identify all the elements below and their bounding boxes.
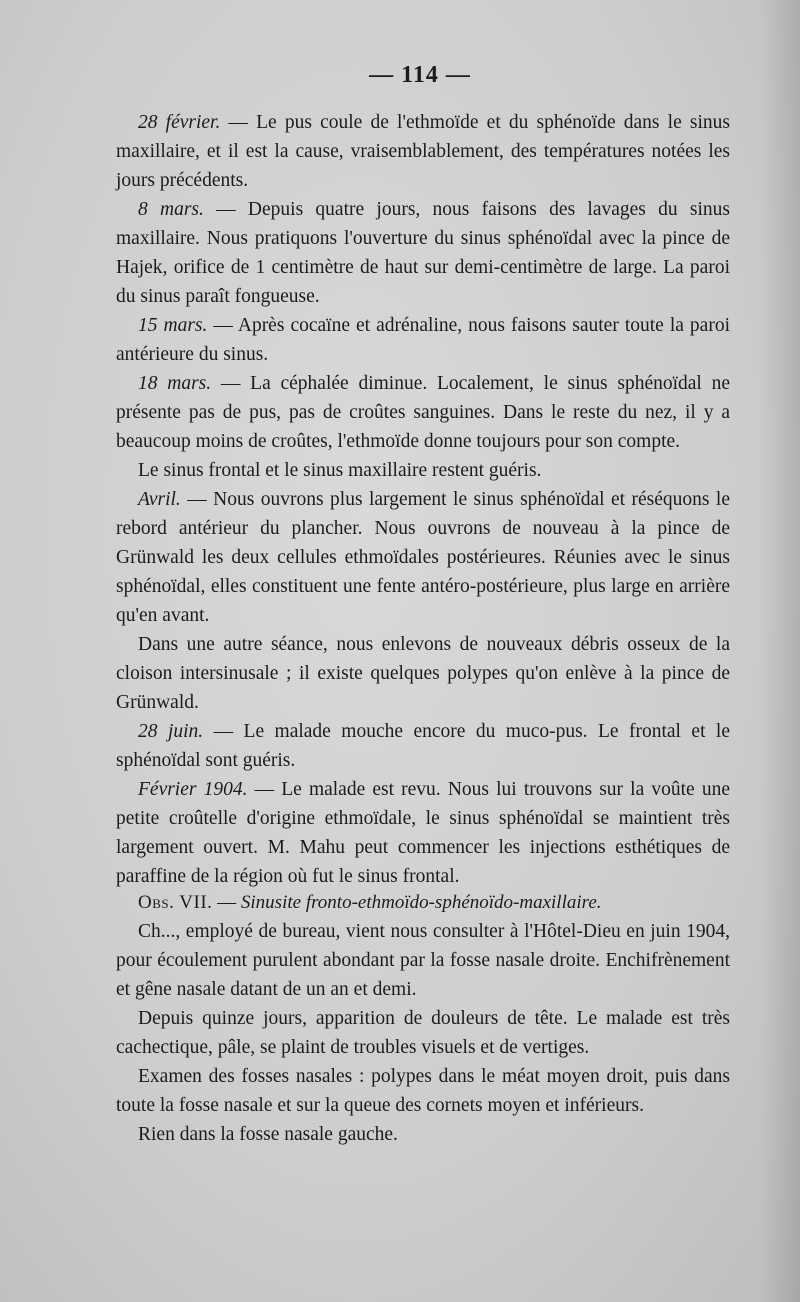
paragraph-28-juin bbox=[116, 717, 730, 775]
paragraph-text: — Le malade mouche encore du muco-pus. Le frontal et le sphénoïdal sont guéris. bbox=[116, 721, 730, 771]
paragraph-sinus-gueris bbox=[116, 456, 730, 485]
date-label: 28 juin. bbox=[138, 721, 204, 742]
page-number: — 114 — bbox=[369, 62, 471, 88]
observation-paragraph: Rien dans la fosse nasale gauche. bbox=[138, 1124, 398, 1145]
observation-section bbox=[116, 888, 730, 1149]
paragraph-avril bbox=[116, 485, 730, 630]
date-label: Avril. bbox=[138, 489, 181, 510]
observation-paragraph: Examen des fosses nasales : polypes dans le méat moyen droit, puis dans toute la fosse nasale et sur la queue des cornets moyen et inférieurs. bbox=[116, 1066, 730, 1116]
paragraph-text: — Le pus coule de l'ethmoïde et du sphénoïde dans le sinus maxillaire, et il est la cause, vraisemblablement, des températures notées les jours précédents. bbox=[116, 112, 730, 191]
date-label: 8 mars. bbox=[138, 199, 204, 220]
paragraph-28-fevrier bbox=[116, 108, 730, 195]
paragraph-text: Dans une autre séance, nous enlevons de nouveaux débris osseux de la cloison intersinusale ; il existe quelques polypes qu'on enlève à la pince de Grünwald. bbox=[116, 634, 730, 713]
paragraph-8-mars bbox=[116, 195, 730, 311]
date-label: 28 février. bbox=[138, 112, 221, 133]
paragraph-autre-seance bbox=[116, 630, 730, 717]
date-label: 15 mars. bbox=[138, 315, 208, 336]
date-label: 18 mars. bbox=[138, 373, 212, 394]
observation-heading bbox=[116, 888, 730, 917]
observation-label: Obs. VII. bbox=[138, 892, 213, 913]
page-edge-shadow bbox=[760, 0, 800, 1302]
observation-paragraph: Ch..., employé de bureau, vient nous consulter à l'Hôtel-Dieu en juin 1904, pour écoulement purulent abondant par la fosse nasale droite. Enchifrènement et gêne nasale datant de un an et demi. bbox=[116, 921, 730, 1000]
paragraph-text: — Nous ouvrons plus largement le sinus sphénoïdal et réséquons le rebord antérieur du plancher. Nous ouvrons de nouveau à la pince de Grünwald les deux cellules ethmoïdales postérieures. Réunies avec le sinus sphénoïdal, elles constituent une fente antéro-postérieure, plus large en arrière qu'en avant. bbox=[116, 489, 730, 626]
observation-dash: — bbox=[212, 892, 241, 913]
date-label: Février 1904. bbox=[138, 779, 248, 800]
paragraph-fevrier-1904 bbox=[116, 775, 730, 891]
paragraph-text: — Depuis quatre jours, nous faisons des lavages du sinus maxillaire. Nous pratiquons l'ouverture du sinus sphénoïdal avec la pince de Hajek, orifice de 1 centimètre de haut sur demi-centimètre de large. La paroi du sinus paraît fongueuse. bbox=[116, 199, 731, 307]
case-notes bbox=[116, 108, 730, 891]
paragraph-text: — Le malade est revu. Nous lui trouvons sur la voûte une petite croûtelle d'origine ethmoïdale, le sinus sphénoïdal se maintient très largement ouvert. M. Mahu peut commencer les injections esthétiques de paraffine de la région où fut le sinus frontal. bbox=[116, 779, 730, 887]
paragraph-text: — Après cocaïne et adrénaline, nous faisons sauter toute la paroi antérieure du sinus. bbox=[116, 315, 730, 365]
observation-paragraph: Depuis quinze jours, apparition de douleurs de tête. Le malade est très cachectique, pâle, se plaint de troubles visuels et de vertiges. bbox=[116, 1008, 730, 1058]
observation-title: Sinusite fronto-ethmoïdo-sphénoïdo-maxillaire. bbox=[240, 892, 602, 913]
paragraph-text: Le sinus frontal et le sinus maxillaire restent guéris. bbox=[138, 460, 542, 481]
paragraph-text: — La céphalée diminue. Localement, le sinus sphénoïdal ne présente pas de pus, pas de croûtes sanguines. Dans le reste du nez, il y a beaucoup moins de croûtes, l'ethmoïde donne toujours pour son compte. bbox=[116, 373, 730, 452]
paragraph-15-mars bbox=[116, 311, 730, 369]
paragraph-18-mars bbox=[116, 369, 730, 456]
